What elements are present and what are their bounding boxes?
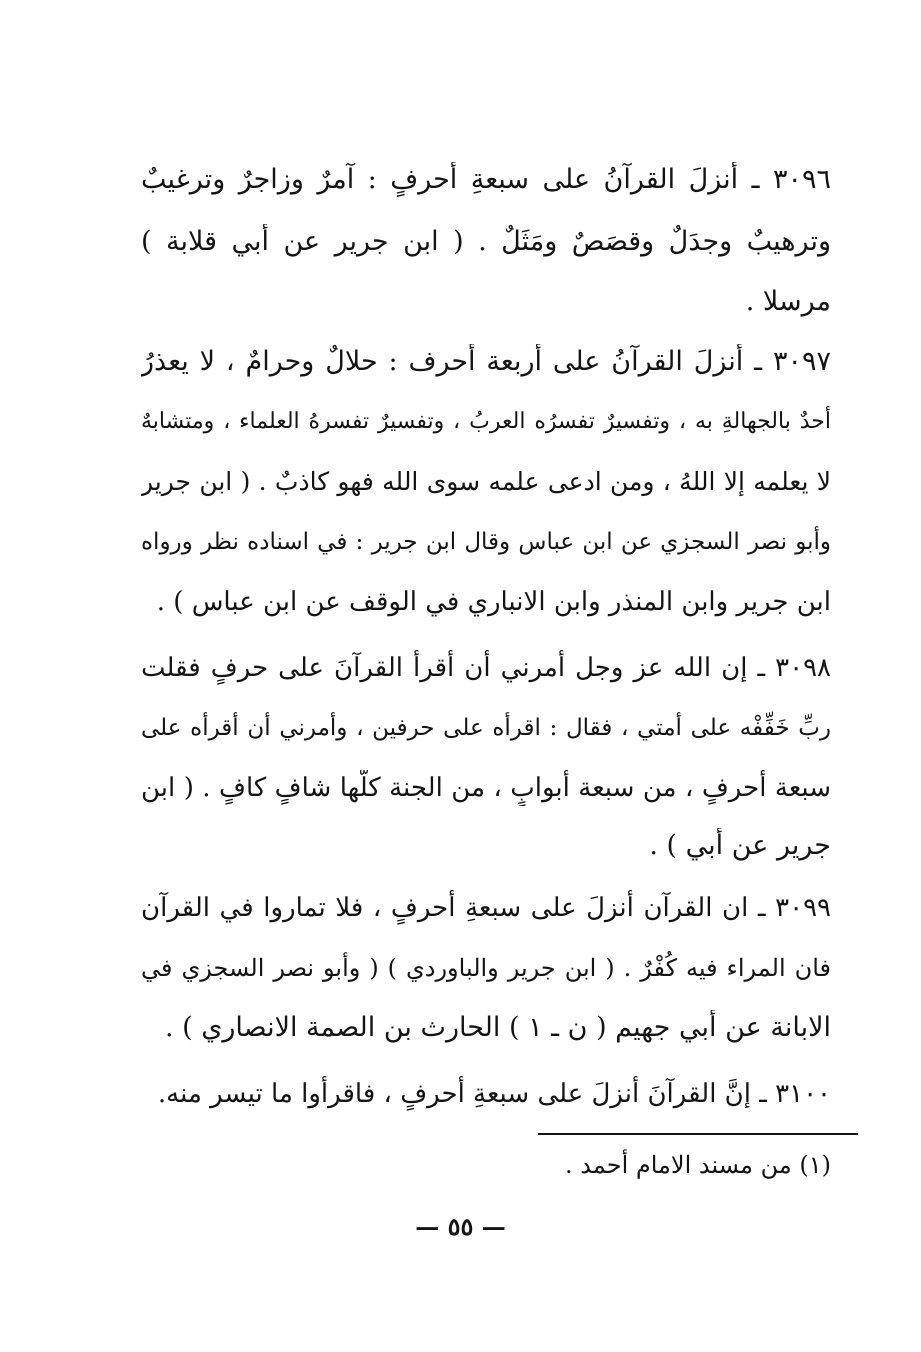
hadith-3097-line-2: أحدٌ بالجهالةِ به ، وتفسيرٌ تفسرُه العربُ ، وتفسيرٌ تفسرهُ العلماء ، ومتشابهٌ [141, 409, 831, 434]
hadith-3097-line-3: لا يعلمه إلا اللهُ ، ومن ادعى علمه سوى الله فهو كاذبٌ . ( ابن جرير [141, 467, 831, 496]
hadith-3096-line-2: وترهيبٌ وجدَلٌ وقصَصٌ ومَثَلٌ . ( ابن جرير عن أبي قلابة ) [141, 226, 831, 257]
hadith-3097-line-1: ٣٠٩٧ ـ أُنزلَ القرآنُ على أربعة أحرف : حلالٌ وحرامٌ ، لا يعذرُ [141, 346, 831, 377]
hadith-3098-line-3: سبعة أحرفٍ ، من سبعة أبوابٍ ، من الجنة كلُّها شافٍ كافٍ . ( ابن [141, 773, 831, 803]
hadith-3100-line-1: ٣١٠٠ ـ إنَّ القرآنَ أُنزلَ على سبعةِ أحرفٍ ، فاقرأوا ما تيسر منه. [157, 1079, 831, 1109]
hadith-3099-line-2: فان المراء فيه كُفْرٌ . ( ابن جرير والباوردي ) ( وأبو نصر السجزي في [141, 954, 831, 982]
hadith-3098-line-1: ٣٠٩٨ ـ إن الله عز وجل أمرني أن أقرأ القرآنَ على حرفٍ فقلت [141, 653, 831, 683]
hadith-3096-line-1: ٣٠٩٦ ـ أُنزلَ القرآنُ على سبعةِ أحرفٍ : آمرٌ وزاجرٌ وترغيبٌ [141, 164, 831, 195]
hadith-3099-line-3: الابانة عن أبي جهيم ( ن ـ ١ ) الحارث بن الصمة الانصاري ) . [164, 1012, 831, 1043]
footnote-divider [538, 1133, 858, 1135]
hadith-3097-line-4: وأبو نصر السجزي عن ابن عباس وقال ابن جرير : في اسناده نظر ورواه [141, 529, 831, 555]
footnote: (١) من مسند الامام أحمد . [565, 1151, 831, 1179]
hadith-3099-line-1: ٣٠٩٩ ـ ان القرآن أُنزلَ على سبعةِ أحرفٍ ، فلا تماروا في القرآن [141, 893, 831, 923]
hadith-3098-line-4: جرير عن أُبي ) . [649, 830, 831, 861]
hadith-3096-line-3: مرسلا . [745, 286, 831, 317]
page-number: — ٥٥ — [415, 1212, 506, 1241]
hadith-3098-line-2: ربِّ خَفِّفْه على أمتي ، فقال : اقرأه على حرفين ، وأمرني أن أقرأه على [141, 715, 831, 741]
hadith-3097-line-5: ابن جرير وابن المنذر وابن الانباري في الوقف عن ابن عباس ) . [156, 587, 831, 617]
